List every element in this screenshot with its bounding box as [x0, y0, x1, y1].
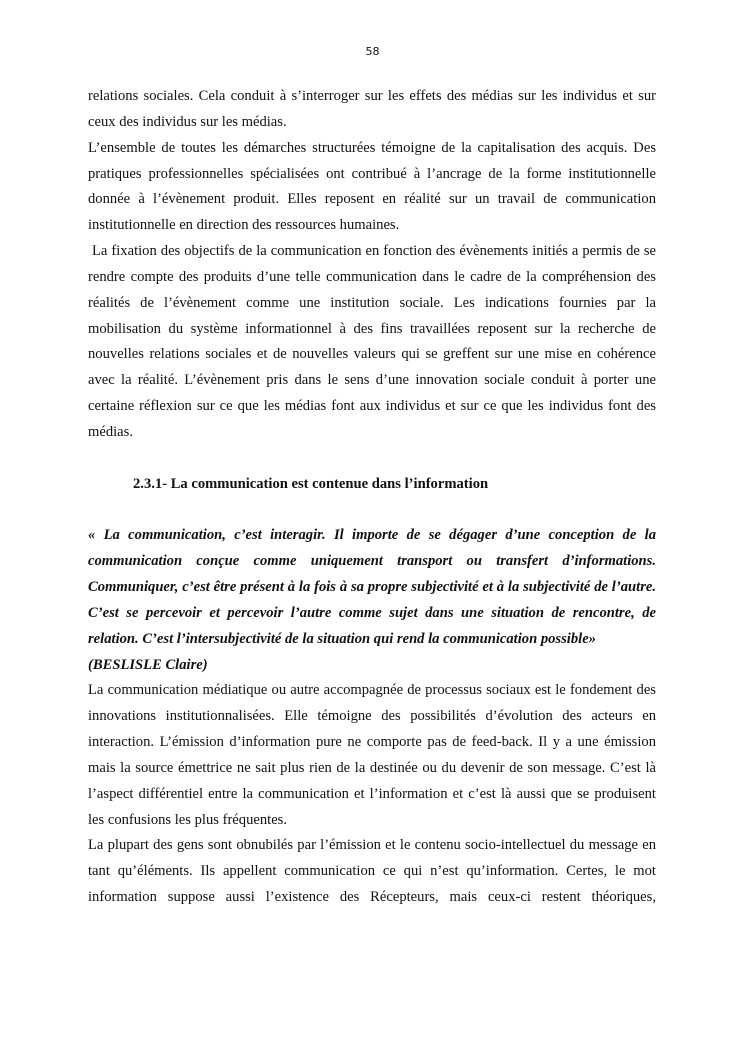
- quote-author: (BESLISLE Claire): [88, 656, 208, 673]
- paragraph: relations sociales. Cela conduit à s’interroger sur les effets des médias sur les individus et sur ceux des individus sur les médias.: [88, 88, 656, 130]
- quote: « La communication, c’est interagir. Il importe de se dégager d’une conception de la communication conçue comme uniquement transport ou transfert d’informations. Communiquer, c’est être présent à la fois à sa propre subjectivité et à la subjectivité de l’autre. C’est se percevoir et percevoir l’autre comme sujet dans une situation de rencontre, de relation. C’est l’intersubjectivité de la situation qui rend la communication possible»: [88, 527, 656, 647]
- paragraph: La communication médiatique ou autre accompagnée de processus sociaux est le fondement des innovations institutionnalisées. Elle témoigne des possibilités d’évolution des acteurs en interaction. L’émission d’information pure ne comporte pas de feed-back. Il y a une émission mais la source émettrice ne sait plus rien de la destinée ou du devenir de son message. C’est là l’aspect différentiel entre la communication et l’information et c’est là aussi que se produisent les confusions les plus fréquentes.: [88, 682, 656, 828]
- paragraph: La plupart des gens sont obnubilés par l’émission et le contenu socio-intellectuel du message en tant qu’éléments. Ils appellent communication ce qui n’est qu’information. Certes, le mot information suppose aussi l’existence des Récepteurs, mais ceux-ci restent théoriques,: [88, 837, 656, 906]
- section-heading: 2.3.1- La communication est contenue dans l’information: [133, 475, 489, 492]
- page-number: 58: [365, 45, 380, 58]
- paragraph: La fixation des objectifs de la communication en fonction des évènements initiés a permis de se rendre compte des produits d’une telle communication dans le cadre de la compréhension des réalités de l’évènement comme une institution sociale. Les indications fournies par la mobilisation du système informationnel à des fins travaillées reposent sur la recherche de nouvelles relations sociales et de nouvelles valeurs qui se greffent sur une mise en cohérence avec la réalité. L’évènement pris dans le sens d’une innovation sociale conduit à porter une certaine réflexion sur ce que les médias font aux individus et sur ce que les individus font des médias.: [88, 243, 660, 440]
- paragraph: L’ensemble de toutes les démarches structurées témoigne de la capitalisation des acquis. Des pratiques professionnelles spécialisées ont contribué à l’ancrage de la forme institutionnelle donnée à l’évènement produit. Elles reposent en réalité sur un travail de communication institutionnelle en direction des ressources humaines.: [88, 139, 656, 234]
- document-body: [88, 84, 660, 911]
